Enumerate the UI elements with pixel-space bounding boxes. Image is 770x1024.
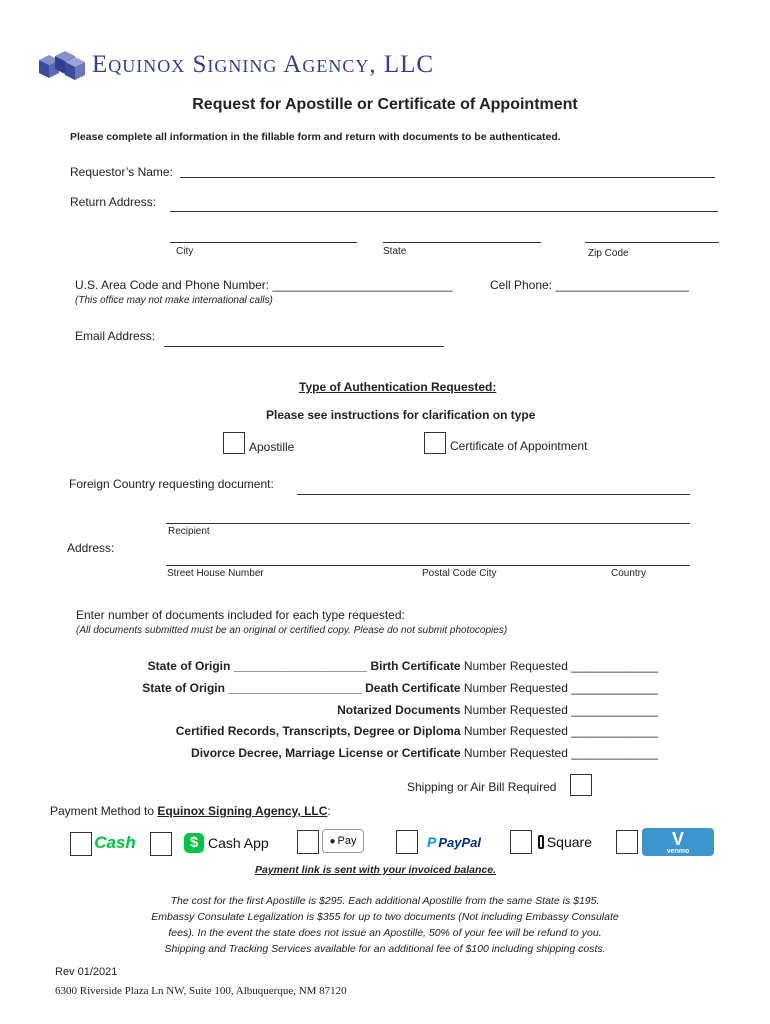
- cube-logo-icon: [37, 48, 87, 84]
- applepay-logo: [322, 829, 364, 853]
- payment-company: Equinox Signing Agency, LLC: [157, 804, 328, 818]
- apple-icon: ●: [329, 835, 336, 847]
- paypal-checkbox[interactable]: [396, 830, 418, 854]
- email-field[interactable]: [164, 346, 444, 347]
- document-row-certified[interactable]: [176, 724, 658, 738]
- state-origin-birth[interactable]: State of Origin ____________________: [147, 659, 368, 673]
- revision-label: Rev 01/2021: [55, 966, 118, 978]
- state-origin-death[interactable]: State of Origin ____________________: [142, 681, 362, 695]
- phone-label[interactable]: U.S. Area Code and Phone Number: ___________________________: [75, 278, 453, 292]
- cash-checkbox[interactable]: [70, 832, 92, 856]
- zip-label: Zip Code: [588, 248, 629, 259]
- venmo-logo: [642, 828, 714, 856]
- foreign-country-field[interactable]: [297, 494, 690, 495]
- apostille-checkbox[interactable]: [223, 432, 245, 454]
- form-title: Request for Apostille or Certificate of Appointment: [192, 96, 578, 113]
- venmo-checkbox[interactable]: [616, 830, 638, 854]
- payment-method-prefix: Payment Method to: [50, 804, 158, 818]
- payment-link-note: Payment link is sent with your invoiced balance.: [255, 864, 496, 876]
- return-address-field[interactable]: [170, 211, 718, 212]
- fees-line-4: Shipping and Tracking Services available for an additional fee of $100 including shipping costs.: [164, 943, 606, 955]
- agency-name: Equinox Signing Agency, LLC: [92, 51, 435, 78]
- doc-type-divorce: Divorce Decree, Marriage License or Certificate: [191, 746, 461, 760]
- paypal-icon: P: [427, 834, 437, 850]
- state-field[interactable]: [383, 242, 541, 243]
- street-label: Street House Number: [167, 568, 264, 579]
- document-row-divorce[interactable]: [191, 746, 658, 760]
- postal-city-label: Postal Code City: [422, 568, 497, 579]
- state-label: State: [383, 246, 407, 257]
- venmo-icon: V: [671, 828, 684, 849]
- return-address-label: Return Address:: [70, 195, 157, 209]
- certificate-checkbox[interactable]: [424, 432, 446, 454]
- paypal-logo: [420, 829, 488, 855]
- square-checkbox[interactable]: [510, 830, 532, 854]
- venmo-text: venmo: [666, 847, 690, 855]
- cashapp-text: Cash App: [208, 835, 269, 851]
- requestor-name-label: Requestor’s Name:: [70, 165, 173, 179]
- instructions: Please complete all information in the fillable form and return with documents to be authenticated.: [70, 131, 561, 143]
- doc-type-birth: Birth Certificate: [370, 659, 461, 673]
- document-row-notarized[interactable]: [337, 703, 658, 717]
- square-icon: [538, 835, 544, 849]
- payment-method-suffix: :: [327, 804, 331, 818]
- number-requested-birth[interactable]: Number Requested _____________: [463, 659, 658, 673]
- zip-field[interactable]: [585, 242, 719, 243]
- cash-text: Cash: [94, 833, 136, 852]
- foreign-country-label: Foreign Country requesting document:: [69, 477, 274, 491]
- requestor-name-field[interactable]: [180, 177, 715, 178]
- doc-type-certified: Certified Records, Transcripts, Degree or Diploma: [175, 724, 461, 738]
- country-label: Country: [611, 568, 647, 579]
- documents-note: (All documents submitted must be an original or certified copy. Please do not submit photocopies): [76, 625, 508, 636]
- paypal-text: PayPal: [438, 834, 481, 850]
- foreign-address-field[interactable]: [166, 565, 690, 566]
- applepay-checkbox[interactable]: [297, 830, 319, 854]
- agency-logo: [37, 48, 87, 84]
- city-label: City: [176, 246, 194, 257]
- footer-address: 6300 Riverside Plaza Ln NW, Suite 100, Albuquerque, NM 87120: [55, 985, 347, 997]
- authentication-subheading: Please see instructions for clarification on type: [266, 408, 536, 422]
- fees-line-2: Embassy Consulate Legalization is $355 for up to two documents (Not including Embassy Consulate: [151, 911, 619, 923]
- cashapp-icon: $: [184, 833, 204, 853]
- apostille-label: Apostille: [249, 440, 295, 454]
- number-requested-notarized[interactable]: Number Requested _____________: [463, 703, 658, 717]
- number-requested-certified[interactable]: Number Requested _____________: [463, 724, 658, 738]
- payment-method-label: [50, 804, 331, 818]
- phone-note: (This office may not make international calls): [75, 295, 273, 306]
- shipping-checkbox[interactable]: [570, 774, 592, 796]
- authentication-heading: Type of Authentication Requested:: [299, 380, 497, 394]
- foreign-address-label: Address:: [67, 541, 115, 555]
- recipient-field[interactable]: [166, 523, 690, 524]
- fees-line-3: fees). In the event the state does not issue an Apostille, 50% of your fee will be refund to you.: [168, 927, 602, 939]
- document-row-birth[interactable]: [148, 659, 658, 673]
- cell-phone-label[interactable]: Cell Phone: ____________________: [490, 278, 689, 292]
- square-text: Square: [546, 834, 592, 850]
- applepay-text: Pay: [337, 835, 357, 847]
- number-requested-death[interactable]: Number Requested _____________: [463, 681, 658, 695]
- email-label: Email Address:: [75, 329, 156, 343]
- cashapp-checkbox[interactable]: [150, 832, 172, 856]
- number-requested-divorce[interactable]: Number Requested _____________: [463, 746, 658, 760]
- cashapp-logo: [184, 830, 274, 856]
- doc-type-death: Death Certificate: [365, 681, 461, 695]
- certificate-label: Certificate of Appointment: [450, 439, 588, 453]
- fees-line-1: The cost for the first Apostille is $295. Each additional Apostille from the same State is $195.: [170, 895, 600, 907]
- recipient-label: Recipient: [168, 526, 210, 537]
- square-logo: [538, 829, 592, 855]
- city-field[interactable]: [170, 242, 357, 243]
- cash-logo: [94, 830, 136, 856]
- documents-enter-label: Enter number of documents included for each type requested:: [76, 608, 405, 622]
- document-row-death[interactable]: [142, 681, 658, 695]
- shipping-label: Shipping or Air Bill Required: [407, 780, 557, 794]
- doc-type-notarized: Notarized Documents: [337, 703, 461, 717]
